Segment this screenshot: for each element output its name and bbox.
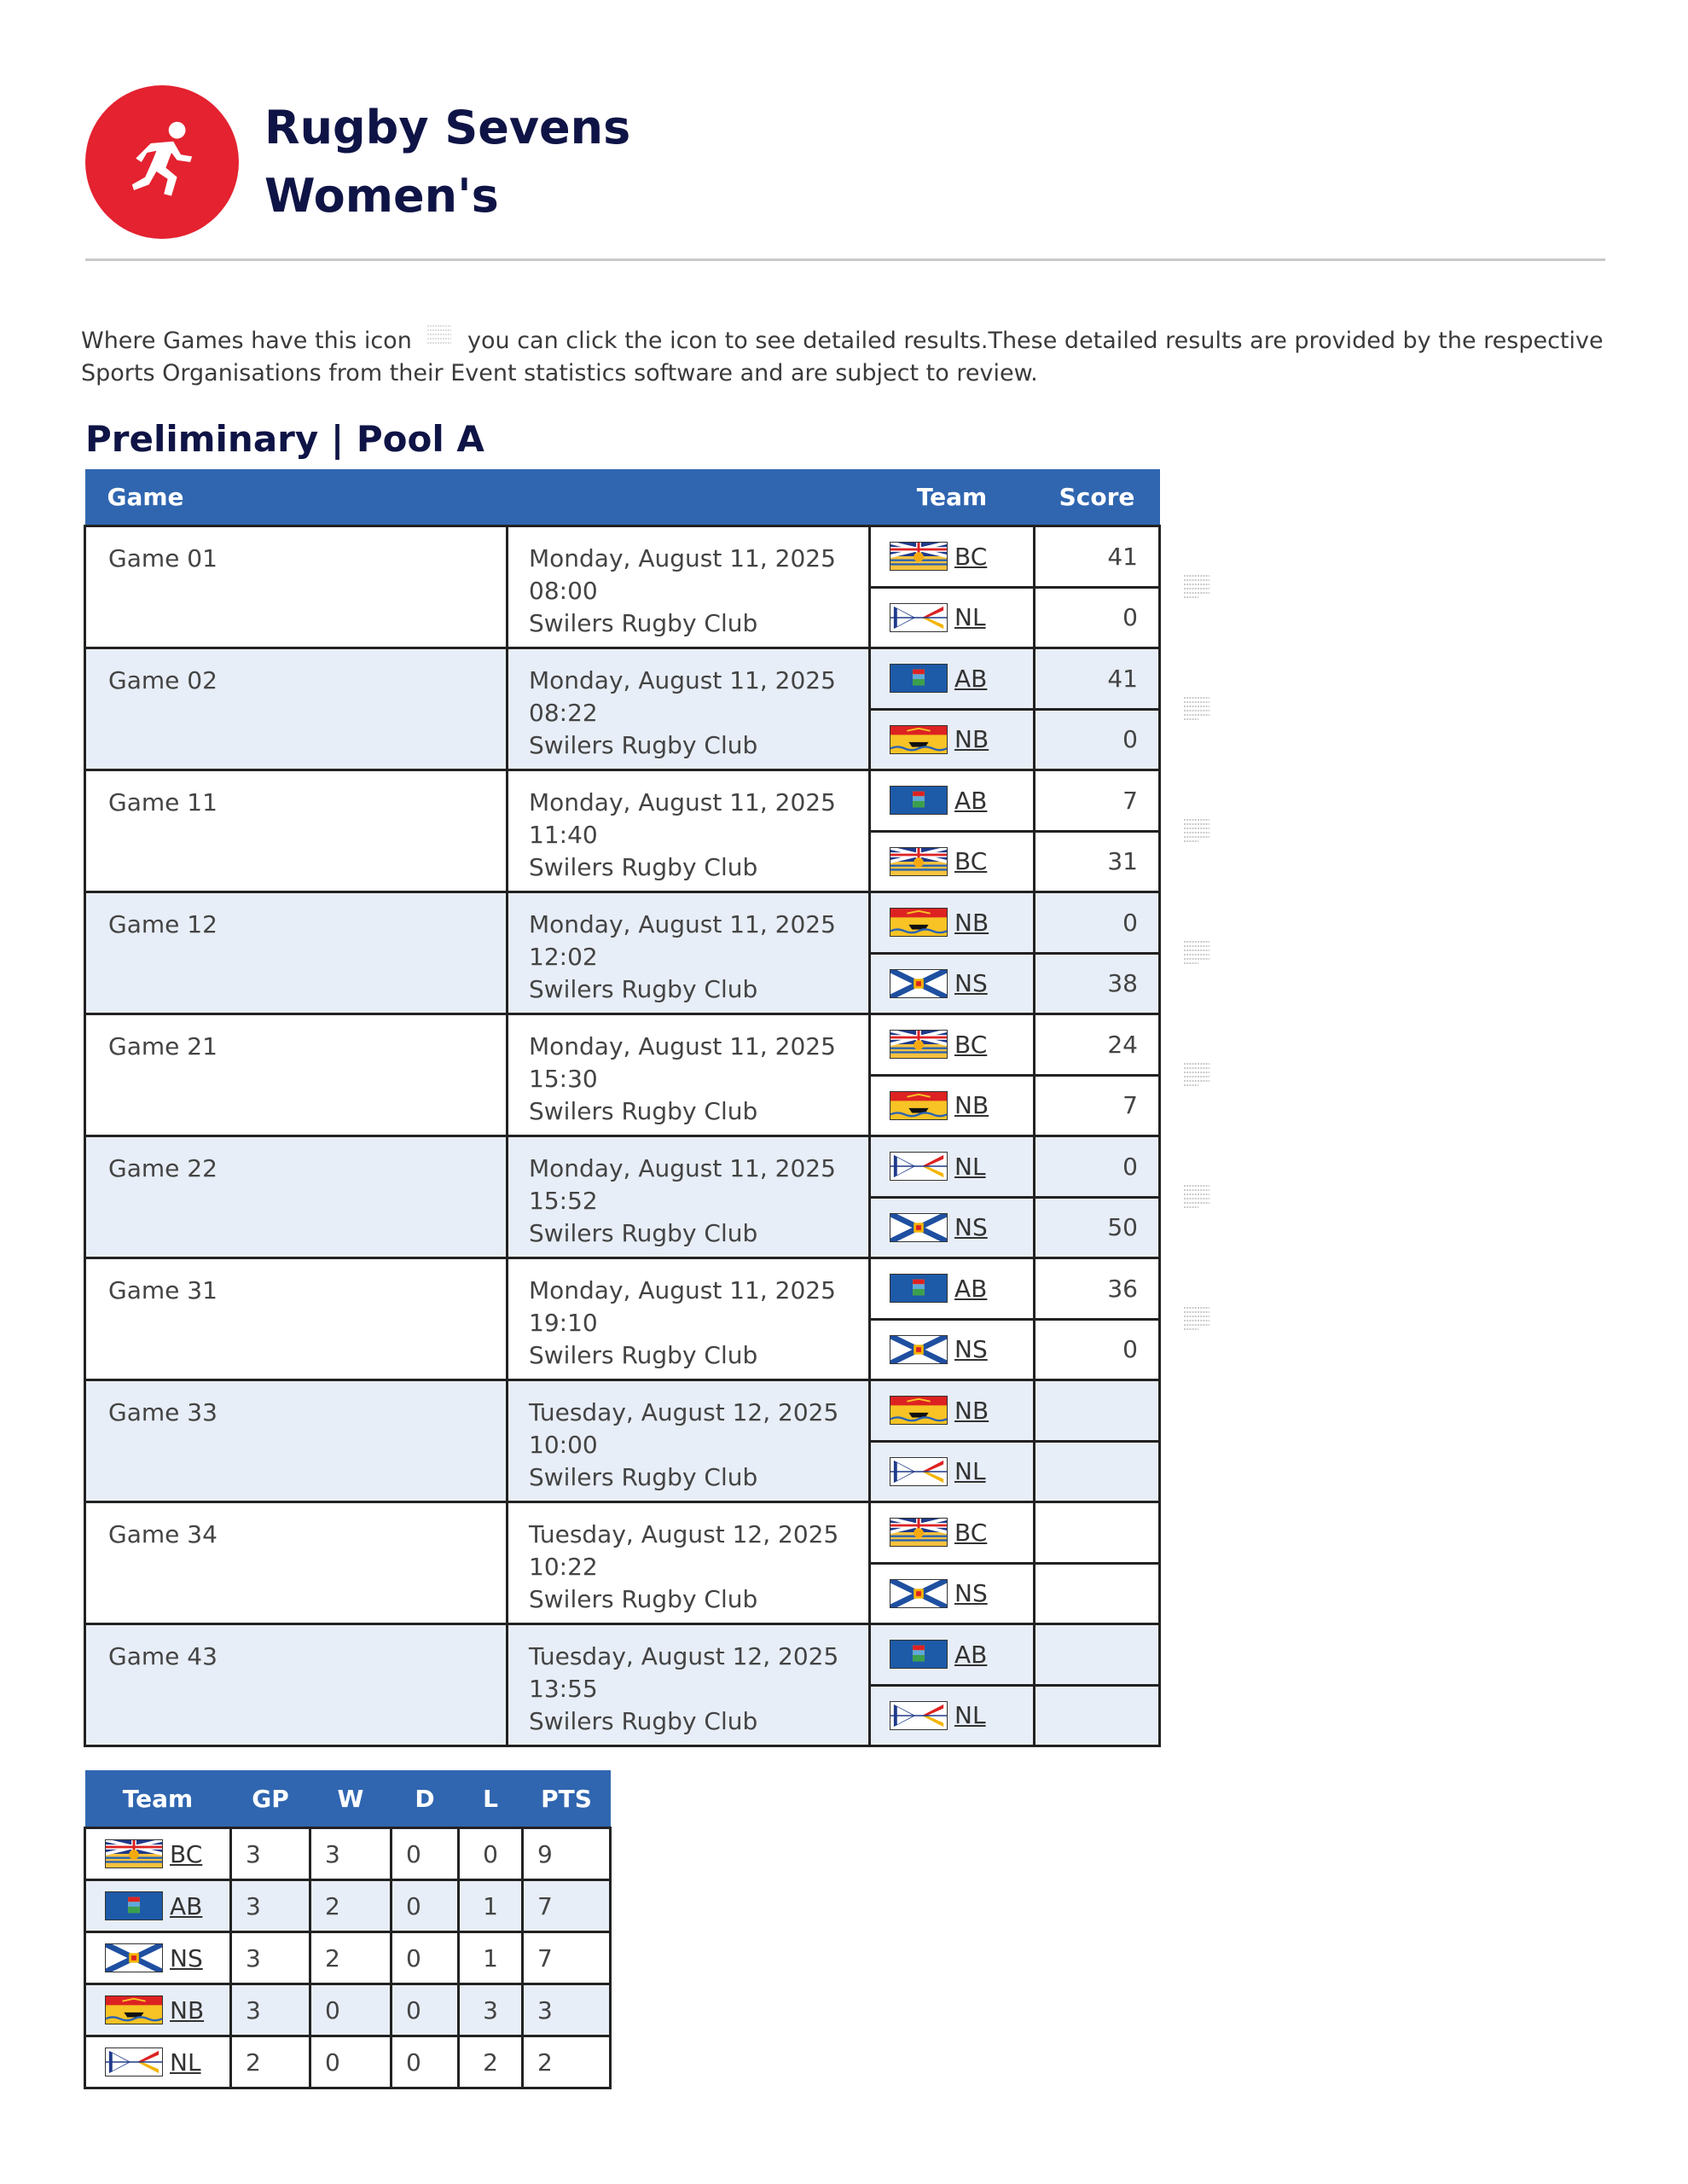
- home-team: [890, 1640, 1033, 1669]
- home-team: [890, 1030, 1033, 1059]
- standings-header-team: Team: [85, 1770, 231, 1828]
- game-date: Tuesday, August 12, 2025: [529, 1398, 839, 1426]
- away-team: [890, 969, 1033, 998]
- game-row: [85, 1258, 1160, 1320]
- title-line-2: Women's: [264, 169, 499, 223]
- team-link-ab[interactable]: AB: [954, 786, 988, 815]
- game-info: [508, 1380, 870, 1502]
- game-time: 10:22: [529, 1553, 598, 1581]
- home-team: [890, 786, 1033, 815]
- game-time: 12:02: [529, 943, 598, 971]
- score-cell: 31: [1035, 831, 1160, 892]
- team-cell: [870, 1624, 1035, 1686]
- score-cell: 38: [1035, 953, 1160, 1014]
- home-team: [890, 1152, 1033, 1181]
- standings-l-cell: 2: [459, 2036, 523, 2088]
- flag-nl-icon: [890, 603, 948, 632]
- intro-text: [81, 321, 1616, 390]
- game-row: [85, 1380, 1160, 1442]
- team-cell: [870, 953, 1035, 1014]
- standings-row: [85, 1984, 611, 2036]
- game-info: [508, 648, 870, 770]
- team-link-ns[interactable]: NS: [954, 1213, 988, 1242]
- section-title: Preliminary | Pool A: [85, 418, 484, 460]
- game-info: [508, 1136, 870, 1258]
- score-cell: [1035, 1563, 1160, 1624]
- game-venue: Swilers Rugby Club: [529, 1219, 758, 1247]
- game-time: 15:30: [529, 1065, 598, 1093]
- detailed-results-icon: [424, 321, 455, 351]
- away-team: [890, 1457, 1033, 1486]
- game-row: [85, 1624, 1160, 1686]
- flag-bc-icon: [890, 542, 948, 571]
- standings-row: [85, 1880, 611, 1932]
- score-cell: [1035, 1502, 1160, 1564]
- home-team: [890, 1274, 1033, 1303]
- standings-w-cell: 0: [310, 2036, 392, 2088]
- score-cell: 7: [1035, 1075, 1160, 1136]
- flag-ns-icon: [105, 1943, 163, 1972]
- team-cell: [870, 709, 1035, 770]
- flag-nb-icon: [890, 908, 948, 937]
- game-label: Game 02: [85, 648, 508, 770]
- away-team: [890, 1579, 1033, 1608]
- intro-text-before: Where Games have this icon: [81, 328, 412, 354]
- team-cell: [870, 1136, 1035, 1198]
- standings-row: [85, 2036, 611, 2088]
- game-date: Monday, August 11, 2025: [529, 788, 836, 816]
- games-header-row: [85, 469, 1160, 526]
- standings-team-cell: [85, 1984, 231, 2036]
- score-cell: 50: [1035, 1197, 1160, 1258]
- standings-l-cell: 1: [459, 1932, 523, 1984]
- team-link-bc[interactable]: BC: [954, 847, 988, 876]
- flag-ab-icon: [890, 786, 948, 815]
- flag-ns-icon: [890, 1335, 948, 1364]
- standings-pts-cell: 3: [523, 1984, 611, 2036]
- flag-nb-icon: [105, 1995, 163, 2024]
- standings-table: [84, 1770, 612, 2089]
- header-team: Team: [870, 469, 1035, 526]
- game-venue: Swilers Rugby Club: [529, 1341, 758, 1369]
- team-link-nl[interactable]: NL: [954, 1701, 986, 1730]
- away-team: [890, 847, 1033, 876]
- team-cell: [870, 831, 1035, 892]
- standings-d-cell: 0: [392, 2036, 459, 2088]
- team-cell: [870, 1563, 1035, 1624]
- game-info: [508, 770, 870, 892]
- game-row: [85, 648, 1160, 710]
- flag-nb-icon: [890, 1091, 948, 1120]
- header-game: Game: [85, 469, 870, 526]
- game-venue: Swilers Rugby Club: [529, 1097, 758, 1125]
- game-label: Game 33: [85, 1380, 508, 1502]
- standings-header-row: [85, 1770, 611, 1828]
- team-link-nb[interactable]: NB: [954, 908, 989, 937]
- team-link-bc[interactable]: BC: [170, 1839, 203, 1868]
- score-cell: 0: [1035, 709, 1160, 770]
- flag-ns-icon: [890, 969, 948, 998]
- standings-team-cell: [85, 1828, 231, 1880]
- detailed-results-icon[interactable]: [1181, 1303, 1212, 1335]
- home-team: [890, 1518, 1033, 1547]
- game-date: Monday, August 11, 2025: [529, 1032, 836, 1060]
- score-cell: 0: [1035, 587, 1160, 648]
- game-date: Monday, August 11, 2025: [529, 1154, 836, 1182]
- flag-bc-icon: [890, 1518, 948, 1547]
- game-label: Game 21: [85, 1014, 508, 1136]
- title-line-1: Rugby Sevens: [264, 101, 631, 154]
- game-venue: Swilers Rugby Club: [529, 1463, 758, 1491]
- away-team: [890, 1213, 1033, 1242]
- game-venue: Swilers Rugby Club: [529, 609, 758, 637]
- flag-nl-icon: [890, 1457, 948, 1486]
- score-cell: 0: [1035, 1136, 1160, 1198]
- home-team: [890, 908, 1033, 937]
- flag-ab-icon: [890, 664, 948, 693]
- game-date: Tuesday, August 12, 2025: [529, 1642, 839, 1670]
- flag-nb-icon: [890, 725, 948, 754]
- detailed-results-icon[interactable]: [1181, 693, 1212, 725]
- game-label: Game 01: [85, 526, 508, 648]
- game-time: 13:55: [529, 1675, 598, 1703]
- game-time: 10:00: [529, 1431, 598, 1459]
- flag-ns-icon: [890, 1579, 948, 1608]
- team-link-ns[interactable]: NS: [954, 1579, 988, 1608]
- game-venue: Swilers Rugby Club: [529, 1707, 758, 1735]
- game-label: Game 31: [85, 1258, 508, 1380]
- standings-d-cell: 0: [392, 1880, 459, 1932]
- score-cell: 41: [1035, 648, 1160, 710]
- score-cell: 7: [1035, 770, 1160, 832]
- team-link-nl[interactable]: NL: [170, 2048, 201, 2077]
- game-venue: Swilers Rugby Club: [529, 1585, 758, 1613]
- standings-team: [105, 1995, 216, 2024]
- flag-ab-icon: [890, 1274, 948, 1303]
- standings-d-cell: 0: [392, 1828, 459, 1880]
- score-cell: [1035, 1624, 1160, 1686]
- game-venue: Swilers Rugby Club: [529, 731, 758, 759]
- header-divider: [85, 258, 1605, 261]
- standings-row: [85, 1932, 611, 1984]
- score-cell: [1035, 1441, 1160, 1502]
- score-cell: [1035, 1380, 1160, 1442]
- runner-icon: [85, 85, 239, 239]
- flag-ns-icon: [890, 1213, 948, 1242]
- standings-pts-cell: 7: [523, 1880, 611, 1932]
- team-cell: [870, 1380, 1035, 1442]
- game-row: [85, 770, 1160, 832]
- game-info: [508, 892, 870, 1014]
- standings-w-cell: 2: [310, 1932, 392, 1984]
- team-link-ns[interactable]: NS: [954, 969, 988, 998]
- detailed-results-icon[interactable]: [1181, 1059, 1212, 1091]
- team-cell: [870, 1258, 1035, 1320]
- flag-bc-icon: [105, 1839, 163, 1868]
- game-label: Game 43: [85, 1624, 508, 1746]
- standings-header-l: L: [459, 1770, 523, 1828]
- team-cell: [870, 770, 1035, 832]
- game-time: 15:52: [529, 1187, 598, 1215]
- away-team: [890, 603, 1033, 632]
- flag-ab-icon: [105, 1891, 163, 1920]
- standings-w-cell: 2: [310, 1880, 392, 1932]
- home-team: [890, 1396, 1033, 1425]
- team-cell: [870, 892, 1035, 954]
- team-link-ab[interactable]: AB: [954, 664, 988, 693]
- standings-team: [105, 1839, 216, 1868]
- flag-bc-icon: [890, 1030, 948, 1059]
- game-label: Game 11: [85, 770, 508, 892]
- standings-header-w: W: [310, 1770, 392, 1828]
- game-time: 11:40: [529, 821, 598, 849]
- standings-team-cell: [85, 1932, 231, 1984]
- standings-pts-cell: 7: [523, 1932, 611, 1984]
- team-cell: [870, 648, 1035, 710]
- flag-nl-icon: [890, 1701, 948, 1730]
- home-team: [890, 664, 1033, 693]
- home-team: [890, 542, 1033, 571]
- detailed-results-icon[interactable]: [1181, 815, 1212, 847]
- flag-nl-icon: [890, 1152, 948, 1181]
- standings-gp-cell: 3: [231, 1984, 310, 2036]
- standings-team: [105, 1943, 216, 1972]
- score-cell: 0: [1035, 1319, 1160, 1380]
- team-link-nb[interactable]: NB: [170, 1995, 205, 2024]
- games-table: [84, 469, 1161, 1747]
- team-cell: [870, 1502, 1035, 1564]
- game-info: [508, 1502, 870, 1624]
- game-venue: Swilers Rugby Club: [529, 853, 758, 881]
- intro-text-after: you can click the icon to see detailed results.These detailed results are provided by the respective Sports Organisations from their Event statistics software and are subject to review.: [81, 328, 1604, 386]
- standings-team: [105, 2048, 216, 2077]
- standings-w-cell: 0: [310, 1984, 392, 2036]
- game-date: Monday, August 11, 2025: [529, 1276, 836, 1304]
- standings-header-pts: PTS: [523, 1770, 611, 1828]
- standings-header-d: D: [392, 1770, 459, 1828]
- standings-d-cell: 0: [392, 1932, 459, 1984]
- score-cell: 24: [1035, 1014, 1160, 1076]
- team-link-nb[interactable]: NB: [954, 1396, 989, 1425]
- flag-nl-icon: [105, 2048, 163, 2077]
- standings-l-cell: 3: [459, 1984, 523, 2036]
- game-info: [508, 1624, 870, 1746]
- standings-team-cell: [85, 2036, 231, 2088]
- team-link-nl[interactable]: NL: [954, 603, 986, 632]
- page-title: [264, 94, 630, 230]
- team-cell: [870, 587, 1035, 648]
- game-time: 19:10: [529, 1309, 598, 1337]
- team-link-ab[interactable]: AB: [170, 1891, 203, 1920]
- game-time: 08:00: [529, 577, 598, 605]
- standings-team: [105, 1891, 216, 1920]
- standings-row: [85, 1828, 611, 1880]
- game-date: Monday, August 11, 2025: [529, 544, 836, 572]
- standings-pts-cell: 2: [523, 2036, 611, 2088]
- team-link-ns[interactable]: NS: [170, 1943, 203, 1972]
- game-label: Game 12: [85, 892, 508, 1014]
- standings-l-cell: 1: [459, 1880, 523, 1932]
- team-cell: [870, 526, 1035, 588]
- game-date: Tuesday, August 12, 2025: [529, 1520, 839, 1548]
- flag-ab-icon: [890, 1640, 948, 1669]
- flag-bc-icon: [890, 847, 948, 876]
- team-cell: [870, 1014, 1035, 1076]
- score-cell: [1035, 1685, 1160, 1746]
- header-score: Score: [1035, 469, 1160, 526]
- standings-header-gp: GP: [231, 1770, 310, 1828]
- team-link-ns[interactable]: NS: [954, 1335, 988, 1364]
- team-cell: [870, 1441, 1035, 1502]
- game-row: [85, 892, 1160, 954]
- detailed-results-icon[interactable]: [1181, 571, 1212, 603]
- game-date: Monday, August 11, 2025: [529, 910, 836, 938]
- standings-w-cell: 3: [310, 1828, 392, 1880]
- team-link-ab[interactable]: AB: [954, 1274, 988, 1303]
- team-link-nb[interactable]: NB: [954, 725, 989, 754]
- game-date: Monday, August 11, 2025: [529, 666, 836, 694]
- team-cell: [870, 1319, 1035, 1380]
- flag-nb-icon: [890, 1396, 948, 1425]
- game-venue: Swilers Rugby Club: [529, 975, 758, 1003]
- away-team: [890, 1701, 1033, 1730]
- away-team: [890, 1091, 1033, 1120]
- away-team: [890, 1335, 1033, 1364]
- game-info: [508, 526, 870, 648]
- score-cell: 41: [1035, 526, 1160, 588]
- team-link-ab[interactable]: AB: [954, 1640, 988, 1669]
- game-label: Game 22: [85, 1136, 508, 1258]
- game-info: [508, 1014, 870, 1136]
- game-row: [85, 1014, 1160, 1076]
- score-cell: 0: [1035, 892, 1160, 954]
- team-link-nb[interactable]: NB: [954, 1091, 989, 1120]
- score-cell: 36: [1035, 1258, 1160, 1320]
- team-link-bc[interactable]: BC: [954, 1518, 988, 1547]
- game-time: 08:22: [529, 699, 598, 727]
- team-cell: [870, 1075, 1035, 1136]
- page-header: [85, 85, 630, 239]
- team-link-bc[interactable]: BC: [954, 1030, 988, 1059]
- game-row: [85, 1502, 1160, 1564]
- standings-l-cell: 0: [459, 1828, 523, 1880]
- away-team: [890, 725, 1033, 754]
- team-cell: [870, 1197, 1035, 1258]
- detailed-results-icon[interactable]: [1181, 937, 1212, 969]
- standings-gp-cell: 2: [231, 2036, 310, 2088]
- standings-gp-cell: 3: [231, 1880, 310, 1932]
- team-cell: [870, 1685, 1035, 1746]
- standings-gp-cell: 3: [231, 1932, 310, 1984]
- standings-team-cell: [85, 1880, 231, 1932]
- game-row: [85, 526, 1160, 588]
- team-link-bc[interactable]: BC: [954, 542, 988, 571]
- team-link-nl[interactable]: NL: [954, 1152, 986, 1181]
- game-row: [85, 1136, 1160, 1198]
- game-info: [508, 1258, 870, 1380]
- standings-pts-cell: 9: [523, 1828, 611, 1880]
- game-label: Game 34: [85, 1502, 508, 1624]
- detailed-results-icon[interactable]: [1181, 1181, 1212, 1213]
- standings-gp-cell: 3: [231, 1828, 310, 1880]
- standings-d-cell: 0: [392, 1984, 459, 2036]
- team-link-nl[interactable]: NL: [954, 1457, 986, 1486]
